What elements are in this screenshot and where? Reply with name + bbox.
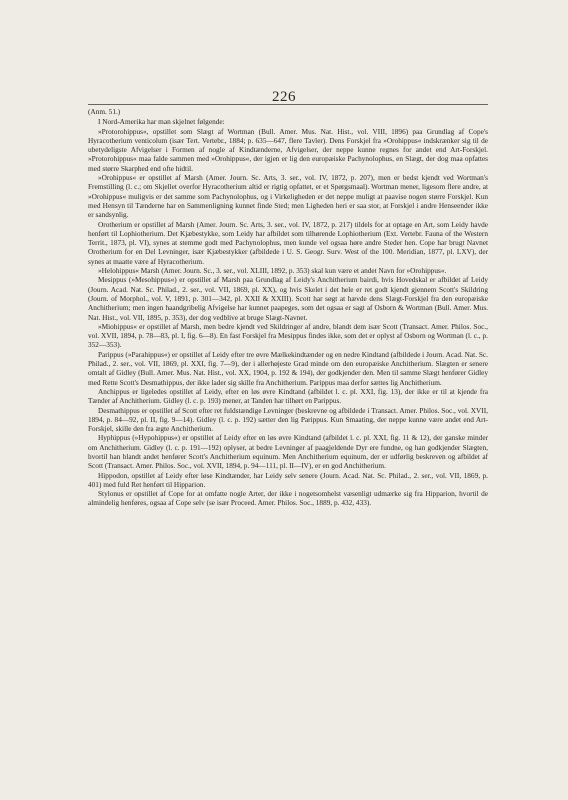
page-number: 226 — [272, 89, 296, 105]
paragraph-intro: I Nord-Amerika har man skjelnet følgende: — [98, 117, 225, 127]
annotation-label: (Anm. 51.) — [88, 107, 121, 116]
paragraph-desmathippus: Desmathippus er opstillet af Scott efter ret fuldstændige Levninger (beskrevne og afbildede i Transact. Amer. Philos. Soc., vol. XVII, 1894, p. 84—92, pl. II, fig. 9—14). Gidley (l. c. p. 192) sætter den lig Parippus. Kun Smaating, der neppe kunne være andet end Art-Forskjel, skille den fra ægte Anchitherium. — [88, 405, 488, 434]
paragraph-hyphippus: Hyphippus (»Hypohippus«) er opstillet af Leidy efter en løs øvre Kindtand (afbildet l. c. pl. XXI, fig. 11 & 12), der ganske minder om Anchitherium. Gidley (l. c. p. 191—192) oplyser, at bedre Levninger af paagjeldende Dyr ere fundne, og han godkjender Slægten, hvortil han blandt andet henfører Scott's Anchitherium equinum. Men Anchitherium equinum, der er udførlig beskreven og afbildet af Scott (Transact. Amer. Philos. Soc., vol. XVII, 1894, p. 94—111, pl. II—IV), er en god Anchitherium. — [88, 433, 488, 471]
header-rule — [88, 104, 488, 105]
paragraph-helohippus: »Helohippus« Marsh (Amer. Journ. Sc., 3. ser., vol. XLIII, 1892, p. 353) skal kun være et andet Navn for »Orohippus«. — [98, 266, 447, 276]
paragraph-miohippus: »Miohippus« er opstillet af Marsh, men bedre kjendt ved Skildringer af andre, blandt dem især Scott (Transact. Amer. Philos. Soc., vol. XVII, 1894, p. 78—83, pl. I, fig. 6—8). En fast Forskjel fra Mesippus findes ikke, som det er oplyst af Osborn og Wortman (l. c., p. 352—353). — [88, 321, 488, 350]
paragraph-orohippus: »Orohippus« er opstillet af Marsh (Amer. Journ. Sc. Arts, 3. ser., vol. IV, 1872, p. 207), men er bedst kjendt ved Wortman's Fremstilling (l. c.; om Skjellet overfor Hyracotherium altid er rigtig opfattet, er et Spørgsmaal). Wortman mener, ligesom flere andre, at »Orohippus« muligvis er det samme som Pachynolophus, og i Virkeligheden er det neppe muligt at paavise nogen større Forskjel. Kun med Hensyn til Tænderne har en Sammenligning kunnet finde Sted; men Ligheden heri er saa stor, at Forskjel i andre Henseender ikke er sandsynlig. — [88, 173, 488, 220]
paragraph-mesippus: Mesippus (»Mesohippus«) er opstillet af Marsh paa Grundlag af Leidy's Anchitherium bairdi, hvis Hovedskal er afbildet af Leidy (Journ. Acad. Nat. Sc. Philad., 2. ser., vol. VII, 1869, pl. XX), og hvis Skelet i det hele er ret godt kjendt gjennem Scott's Skildring (Journ. of Morphol., vol. V, 1891, p. 301—342, pl. XXII & XXIII). Scott har søgt at hævde dens Slægt-Forskjel fra den europæiske Anchitherium; men ingen haandgribelig Afvigelse har kunnet paapeges, som det ogsaa er sagt af Osborn & Wortman (Bull. Amer. Mus. Nat. Hist., vol. VII, 1895, p. 353), der dog vedblive at bruge Slægt-Navnet. — [88, 275, 488, 322]
paragraph-parippus: Parippus (»Parahippus«) er opstillet af Leidy efter tre øvre Mælkekindtænder og en nedre Kindtand (afbildede i Journ. Acad. Nat. Sc. Philad., 2. ser., vol. VII, 1869, pl. XXI, fig. 7—9), der i allerhøjeste Grad minde om den europæiske Anchitherium. Slægten er senere omtalt af Gidley (Bull. Amer. Mus. Nat. Hist., vol. XX, 1904, p. 192 & 194), der godkjender den. Men til samme Slægt henfører Gidley med Rette Scott's Desmathippus, der ikke lader sig skille fra Anchitherium. Parippus maa derfor sættes lig Anchitherium. — [88, 349, 488, 387]
paragraph-hippodon: Hippodon, opstillet af Leidy efter løse Kindtænder, har Leidy selv senere (Journ. Acad. Nat. Sc. Philad., 2. ser., vol. VII, 1869, p. 401) med fuld Ret henført til Hipparion. — [88, 470, 488, 489]
paragraph-orotherium: Orotherium er opstillet af Marsh (Amer. Journ. Sc. Arts, 3. ser., vol. IV, 1872, p. 217) tildels for at optage en Art, som Leidy havde henført til Lophiotherium. Det Kjæbestykke, som Leidy har afbildet som tilhørende Lophiotherium (Ext. Vertebr. Fauna of the Western Territ., 1873, pl. VI), synes at stemme godt med Pachynolophus, men kunde vel ogsaa høre andre Steder hen. Cope har brugt Navnet Orotherium for en Del Levninger, især Kjæbestykker (afbildede i U. S. Geogr. Surv. West of the 100. Meridian, 1877, pl. LXV), der synes at maatte være af Hyracotherium. — [88, 219, 488, 266]
paragraph-stylonus: Stylonus er opstillet af Cope for at omfatte nogle Arter, der ikke i nogetsomhelst væsenligt udmærke sig fra Hipparion, hvortil de almindelig henføres, ogsaa af Cope selv (se især Proceed. Amer. Philos. Soc., 1889, p. 432, 433). — [88, 489, 488, 508]
paragraph-anchippus: Anchippus er ligeledes opstillet af Leidy, efter en løs øvre Kindtand (afbildet l. c. pl. XXI, fig. 13), der ikke er til at kjende fra Tænder af Anchitherium. Gidley (l. c. p. 193) mener, at Tanden har tilhørt en Parippus. — [88, 386, 488, 406]
paragraph-protorohippus: »Protorohippus«, opstillet som Slægt af Wortman (Bull. Amer. Mus. Nat. Hist., vol. VIII, 1896) paa Grundlag af Cope's Hyracotherium venticolum (især Tert. Vertebr., 1884; p. 635—647, flere Tavler). Dens Forskjel fra »Orohippus« indskrænker sig til de ubetydeligste Afvigelser i Formen af nogle af Kindtænderne, Afvigelser, der neppe kunne regnes for andet end Art-Forskjel. »Protorohippus« maa falde sammen med »Orohippus«, der igjen er lig den europæiske Pachynolophus, en Slægt, der dog maa opfattes med større Skarphed end ofte hidtil. — [88, 126, 488, 173]
body-text — [88, 107, 488, 508]
